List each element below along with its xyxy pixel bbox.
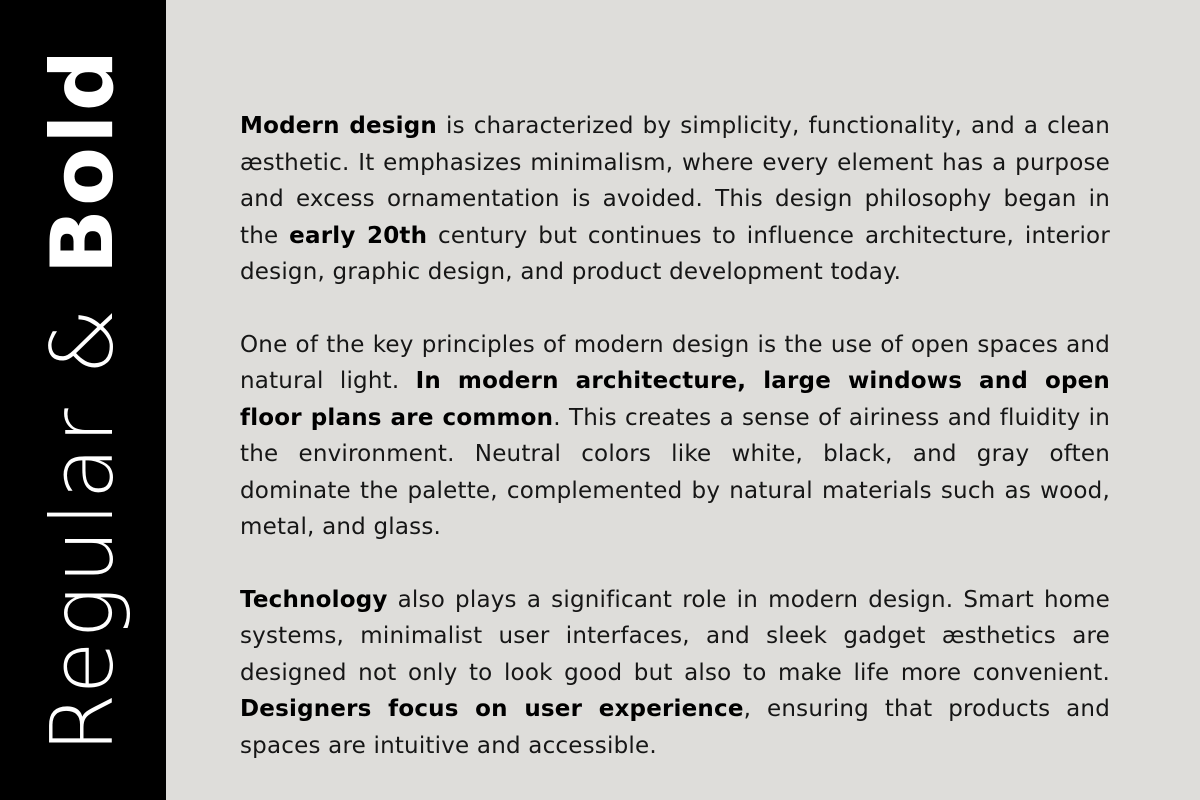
text-run-bold: In modern architecture, large windows and open floor plans are common: [240, 368, 1110, 431]
text-run-bold: Technology: [240, 586, 388, 613]
text-run-bold: Designers focus on user experience: [240, 696, 744, 722]
text-run: One of the key principles of modern design is the use of open spaces and natural light.: [240, 331, 1110, 394]
body-text: [240, 108, 1110, 800]
paragraph: [240, 108, 1110, 291]
paragraph: [240, 327, 1110, 546]
paragraph: [240, 582, 1110, 765]
sidebar-title: [33, 46, 133, 754]
text-run-bold: Modern design: [240, 113, 438, 139]
text-run: is characterized by simplicity, functionality, and a clean æsthetic. It emphasizes minimalism, where every element has a purpose and excess ornamentation is avoided. This design philosophy began in the: [240, 113, 1110, 249]
sidebar: [0, 0, 166, 800]
text-run-bold: early 20th: [289, 222, 428, 249]
sidebar-title-bold: Bold: [33, 46, 133, 275]
text-run: century but continues to influence architecture, interior design, graphic design, and product development today.: [240, 222, 1110, 285]
sidebar-title-regular: Regular &: [33, 274, 133, 754]
text-run: , ensuring that products and spaces are intuitive and accessible.: [240, 696, 1111, 759]
text-run: . This creates a sense of airiness and fluidity in the environment. Neutral colors like white, black, and gray often dominate the palette, complemented by natural materials such as wood, metal, and glass.: [240, 404, 1110, 540]
text-run: also plays a significant role in modern design. Smart home systems, minimalist user interfaces, and sleek gadget æsthetics are designed not only to look good but also to make life more convenient.: [240, 586, 1110, 686]
